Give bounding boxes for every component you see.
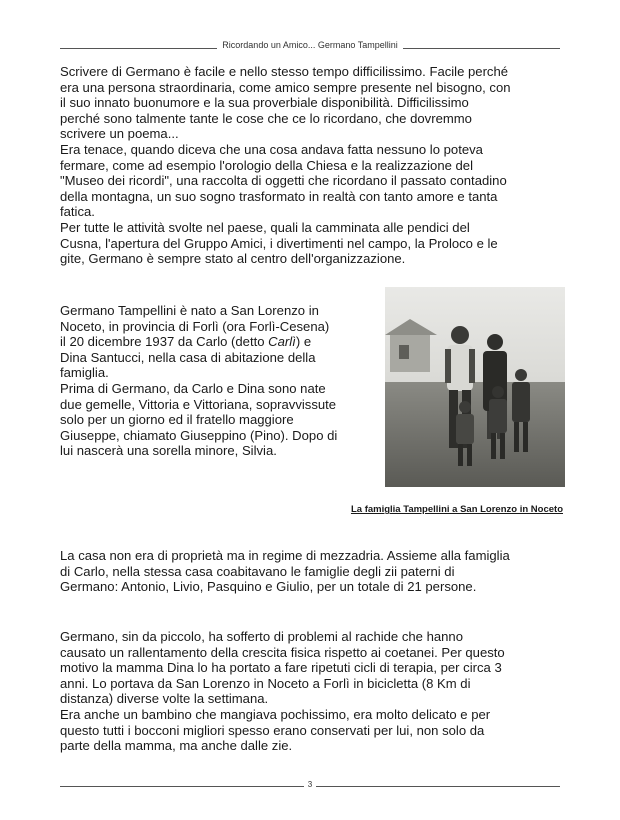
text-line: di Carlo, nella stessa casa coabitavano le famiglie degli zii paterni di — [60, 563, 455, 579]
header-title: Ricordando un Amico... Germano Tampellini — [222, 40, 398, 50]
text-line: Per tutte le attività svolte nel paese, quali la camminata alle pendici del — [60, 219, 470, 235]
text-line: Germano: Antonio, Livio, Pasquino e Giulio, per un totale di 21 persone. — [60, 579, 477, 595]
text-line: La casa non era di proprietà ma in regime di mezzadria. Assieme alla famiglia — [60, 548, 510, 563]
text-line: Noceto, in provincia di Forlì (ora Forlì-Cesena) — [60, 318, 330, 334]
text-line — [60, 334, 380, 350]
text-line: della montagna, un suo sogno trasformato in realtà con tanto amore e tanta — [60, 188, 498, 204]
household-paragraph — [60, 548, 565, 595]
text-line: due gemelle, Vittoria e Vittoriana, sopravvissute — [60, 396, 337, 412]
text-line: solo per un giorno ed il fratello maggiore — [60, 412, 294, 428]
text-fragment: ) e — [295, 334, 312, 350]
childhood-paragraph — [60, 629, 565, 754]
text-line: Prima di Germano, da Carlo e Dina sono nate — [60, 380, 326, 396]
header-rule-left — [60, 48, 217, 49]
text-line: Germano Tampellini è nato a San Lorenzo in — [60, 303, 319, 318]
header-rule-right — [403, 48, 560, 49]
text-line: fatica. — [60, 204, 95, 220]
intro-paragraph — [60, 64, 565, 267]
text-line: Cusna, l'apertura del Gruppo Amici, i divertimenti nel campo, la Proloco e le — [60, 235, 498, 251]
page-footer — [60, 780, 560, 789]
text-line: il suo innato buonumore e la sua proverbiale disponibilità. Difficilissimo — [60, 95, 469, 111]
text-line: Era anche un bambino che mangiava pochissimo, era molto delicato e per — [60, 706, 491, 722]
text-line: "Museo dei ricordi", una raccolta di oggetti che ricordano il passato contadino — [60, 173, 507, 189]
footer-rule-left — [60, 786, 304, 787]
text-line: gite, Germano è sempre stato al centro dell'organizzazione. — [60, 251, 406, 267]
text-line: Germano, sin da piccolo, ha sofferto di problemi al rachide che hanno — [60, 629, 463, 644]
text-line: questo tutti i bocconi migliori spesso erano conservati per lui, non solo da — [60, 722, 485, 738]
text-line: Giuseppe, chiamato Giuseppino (Pino). Dopo di — [60, 427, 338, 443]
text-line: Scrivere di Germano è facile e nello stesso tempo difficilissimo. Facile perché — [60, 64, 509, 79]
text-line: era una persona straordinaria, come amico sempre presente nel bisogno, con — [60, 79, 511, 95]
photo-caption: La famiglia Tampellini a San Lorenzo in Noceto — [350, 504, 563, 515]
text-line: motivo la mamma Dina lo ha portato a fare ripetuti cicli di terapia, per circa 3 — [60, 660, 502, 676]
text-line: causato un rallentamento della crescita fisica rispetto ai coetanei. Per questo — [60, 644, 505, 660]
text-line: Era tenace, quando diceva che una cosa andava fatta nessuno lo poteva — [60, 141, 483, 157]
text-line: perché sono talmente tante le cose che ce lo ricordano, che dovremmo — [60, 110, 472, 126]
text-line: scrivere un poema... — [60, 126, 179, 142]
text-line: famiglia. — [60, 365, 109, 381]
text-line: fermare, come ad esempio l'orologio della Chiesa e la realizzazione del — [60, 157, 473, 173]
text-line: distanza) diverse volte la settimana. — [60, 691, 269, 707]
page-header — [60, 40, 560, 50]
birth-paragraph — [60, 303, 380, 459]
family-photo — [385, 287, 565, 487]
nickname-italic: Carlì — [268, 334, 296, 350]
text-line: lui nascerà una sorella minore, Silvia. — [60, 443, 277, 459]
text-fragment: il 20 dicembre 1937 da Carlo (detto — [60, 334, 269, 350]
footer-rule-right — [316, 786, 560, 787]
text-line: anni. Lo portava da San Lorenzo in Noceto a Forlì in bicicletta (8 Km di — [60, 675, 471, 691]
page-number: 3 — [307, 780, 313, 789]
text-line: Dina Santucci, nella casa di abitazione della — [60, 349, 316, 365]
text-line: parte della mamma, ma anche dalle zie. — [60, 738, 293, 754]
